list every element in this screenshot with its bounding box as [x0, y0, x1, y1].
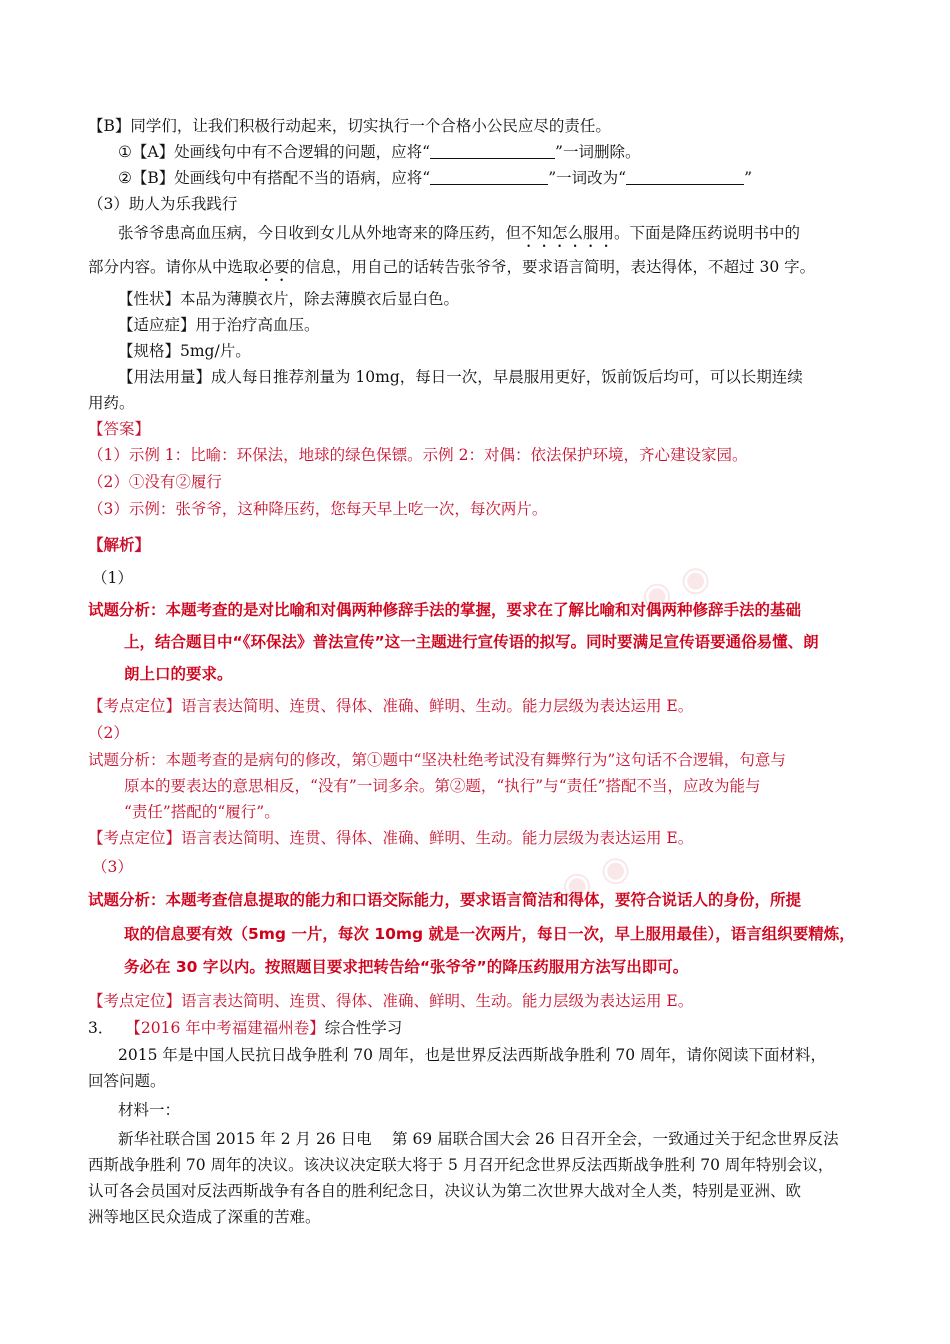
answer-line: （2）①没有②履行	[88, 473, 222, 491]
section-heading: （3）助人为乐我践行	[88, 195, 238, 213]
instruction-item: 【性状】本品为薄膜衣片，除去薄膜衣后显白色。	[118, 290, 460, 308]
material-label: 材料一：	[118, 1101, 181, 1119]
analysis-text: 上，结合题目中“《环保法》普法宣传”这一主题进行宣传语的拟写。同时要满足宣传语要通俗易懂、朗	[124, 633, 819, 651]
emphasized-text: 不知怎么服用	[521, 224, 615, 242]
key-point: 【考点定位】语言表达简明、连贯、得体、准确、鲜明、生动。能力层级为表达运用 E。	[88, 992, 694, 1010]
watermark-logo: ◉ ◉	[555, 845, 636, 909]
analysis-text: 朗上口的要求。	[124, 665, 233, 683]
analysis-text: 试题分析：本题考查信息提取的能力和口语交际能力，要求语言简洁和得体，要符合说话人的身份，所提	[88, 891, 802, 909]
analysis-text: 务必在 30 字以内。按照题目要求把转告给“张爷爷”的降压药服用方法写出即可。	[124, 958, 689, 976]
text-line: 回答问题。	[88, 1072, 166, 1090]
key-point: 【考点定位】语言表达简明、连贯、得体、准确、鲜明、生动。能力层级为表达运用 E。	[88, 829, 694, 847]
text-line: 西斯战争胜利 70 周年的决议。该决议决定联大将于 5 月召开纪念世界反法西斯战争胜利 70 周年特别会议，	[88, 1156, 834, 1174]
instruction-item: 【用法用量】成人每日推荐剂量为 10mg，每日一次，早晨服用更好，饭前饭后均可，可以长期连续	[118, 368, 803, 386]
text-line: 洲等地区民众造成了深重的苦难。	[88, 1208, 321, 1226]
instruction-item: 【规格】5mg/片。	[118, 342, 251, 360]
question-line-2: ②【B】处画线句中有搭配不当的语病，应将“ ”一词改为“ ”	[118, 169, 753, 187]
instruction-item: 用药。	[88, 394, 135, 412]
analysis-number: （2）	[88, 724, 129, 742]
emphasized-text: 必要	[258, 258, 290, 276]
text-line: 部分内容。请你从中选取必要的信息，用自己的话转告张爷爷，要求语言简明，表达得体，不超过 30 字。	[88, 258, 816, 276]
text-line: 【B】同学们，让我们积极行动起来，切实执行一个合格小公民应尽的责任。	[88, 117, 611, 135]
answer-line: （1）示例 1：比喻：环保法，地球的绿色保镖。示例 2：对偶：依法保护环境，齐心建设家园。	[88, 446, 748, 464]
question-title: 3． 【2016 年中考福建福州卷】综合性学习	[88, 1019, 403, 1037]
analysis-heading: 【解析】	[88, 535, 151, 554]
answer-heading: 【答案】	[88, 420, 151, 438]
analysis-text: 试题分析：本题考查的是对比喻和对偶两种修辞手法的掌握，要求在了解比喻和对偶两种修辞手法的基础	[88, 601, 802, 619]
analysis-text: 取的信息要有效（5mg 一片，每次 10mg 就是一次两片，每日一次，早上服用最佳），语言组织要精炼，	[124, 925, 855, 943]
watermark-logo: ◉ ◉	[635, 555, 716, 619]
text-line: 认可各会员国对反法西斯战争有各自的胜利纪念日，决议认为第二次世界大战对全人类，特别是亚洲、欧	[88, 1182, 802, 1200]
instruction-item: 【适应症】用于治疗高血压。	[118, 316, 320, 334]
analysis-text: 原本的要表达的意思相反，“没有”一词多余。第②题，“执行”与“责任”搭配不当，应改为能与	[124, 777, 761, 795]
analysis-text: 试题分析：本题考查的是病句的修改，第①题中“坚决杜绝考试没有舞弊行为”这句话不合逻辑，句意与	[88, 751, 786, 769]
answer-line: （3）示例：张爷爷，这种降压药，您每天早上吃一次，每次两片。	[88, 500, 548, 518]
question-source: 【2016 年中考福建福州卷】	[125, 1019, 325, 1037]
answer-blank[interactable]	[430, 168, 548, 185]
analysis-number: （3）	[92, 858, 133, 876]
text-line: 新华社联合国 2015 年 2 月 26 日电 第 69 届联合国大会 26 日召开全会，一致通过关于纪念世界反法	[118, 1130, 839, 1148]
question-line-1: ①【A】处画线句中有不合逻辑的问题，应将“ ”一词删除。	[118, 143, 641, 161]
answer-blank[interactable]	[430, 142, 555, 159]
answer-blank[interactable]	[626, 168, 744, 185]
text-line: 张爷爷患高血压病，今日收到女儿从外地寄来的降压药，但不知怎么服用。下面是降压药说明书中的	[118, 224, 801, 242]
analysis-text: “责任”搭配的“履行”。	[124, 803, 280, 821]
key-point: 【考点定位】语言表达简明、连贯、得体、准确、鲜明、生动。能力层级为表达运用 E。	[88, 697, 694, 715]
text-line: 2015 年是中国人民抗日战争胜利 70 周年，也是世界反法西斯战争胜利 70 周年，请你阅读下面材料，	[118, 1046, 827, 1064]
analysis-number: （1）	[92, 569, 133, 587]
